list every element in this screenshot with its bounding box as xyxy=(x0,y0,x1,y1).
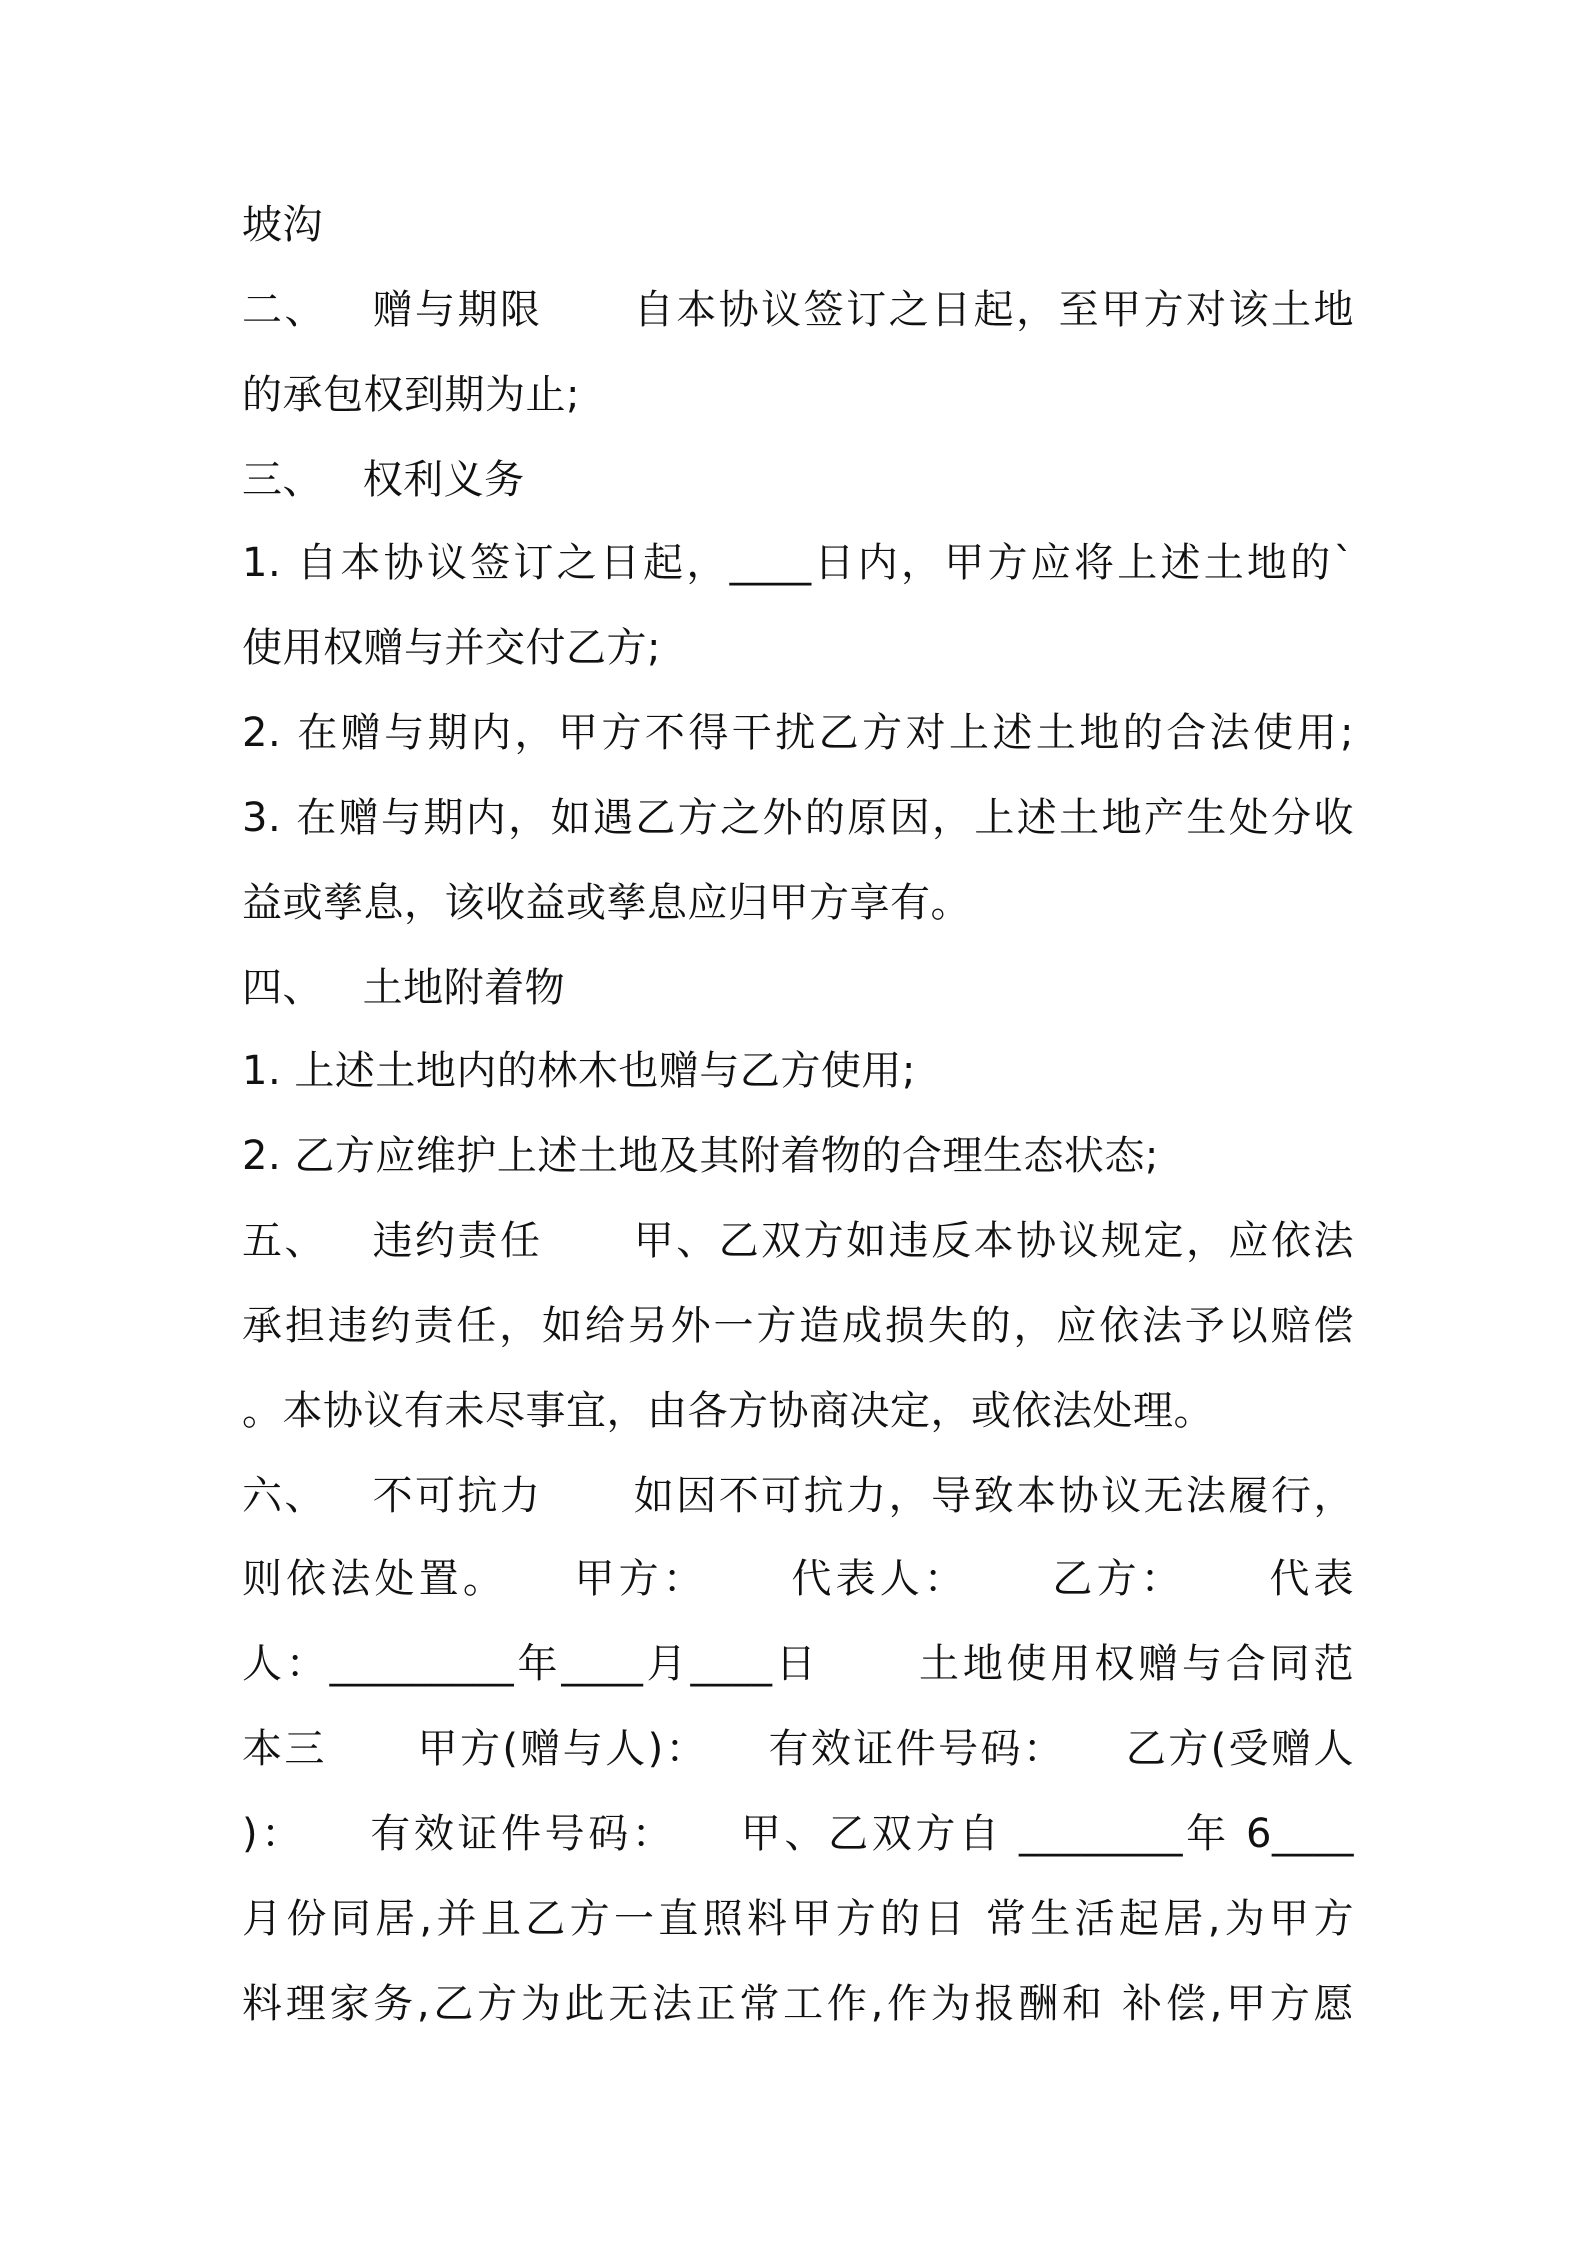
date-line: 人：_________年____月____日 土地使用权赠与合同范 xyxy=(242,1641,1354,1687)
section-heading-rights-obligations: 三、 权利义务 xyxy=(242,457,525,503)
text-line: 使用权赠与并交付乙方; xyxy=(242,625,661,671)
text-line: 。本协议有未尽事宜，由各方协商决定，或依法处理。 xyxy=(242,1388,1214,1434)
list-item: 2. 在赠与期内，甲方不得干扰乙方对上述土地的合法使用; xyxy=(242,710,1354,756)
text-line: 月份同居,并且乙方一直照料甲方的日 常生活起居,为甲方 xyxy=(242,1896,1354,1942)
parties-line: )： 有效证件号码： 甲、乙双方自 ________年 6____ xyxy=(242,1811,1354,1857)
list-item: 2. 乙方应维护上述土地及其附着物的合理生态状态; xyxy=(242,1133,1159,1179)
section-heading-attachments: 四、 土地附着物 xyxy=(242,965,566,1011)
parties-line: 本三 甲方(赠与人)： 有效证件号码： 乙方(受赠人 xyxy=(242,1726,1354,1772)
section-heading-gift-period: 二、 赠与期限 自本协议签订之日起，至甲方对该土地 xyxy=(242,287,1354,333)
text-line: 的承包权到期为止; xyxy=(242,372,580,418)
list-item: 1. 上述土地内的林木也赠与乙方使用; xyxy=(242,1048,916,1094)
text-line: 料理家务,乙方为此无法正常工作,作为报酬和 补偿,甲方愿 xyxy=(242,1981,1354,2027)
text-line: 承担违约责任，如给另外一方造成损失的，应依法予以赔偿 xyxy=(242,1303,1354,1349)
text-line: 坡沟 xyxy=(242,202,323,248)
text-line: 益或孳息，该收益或孳息应归甲方享有。 xyxy=(242,880,971,926)
section-heading-force-majeure: 六、 不可抗力 如因不可抗力，导致本协议无法履行， xyxy=(242,1473,1354,1519)
list-item: 1. 自本协议签订之日起，____日内，甲方应将上述土地的` xyxy=(242,540,1354,586)
signature-line: 则依法处置。 甲方： 代表人： 乙方： 代表 xyxy=(242,1556,1354,1602)
section-heading-liability: 五、 违约责任 甲、乙双方如违反本协议规定，应依法 xyxy=(242,1218,1354,1264)
list-item: 3. 在赠与期内，如遇乙方之外的原因，上述土地产生处分收 xyxy=(242,795,1354,841)
